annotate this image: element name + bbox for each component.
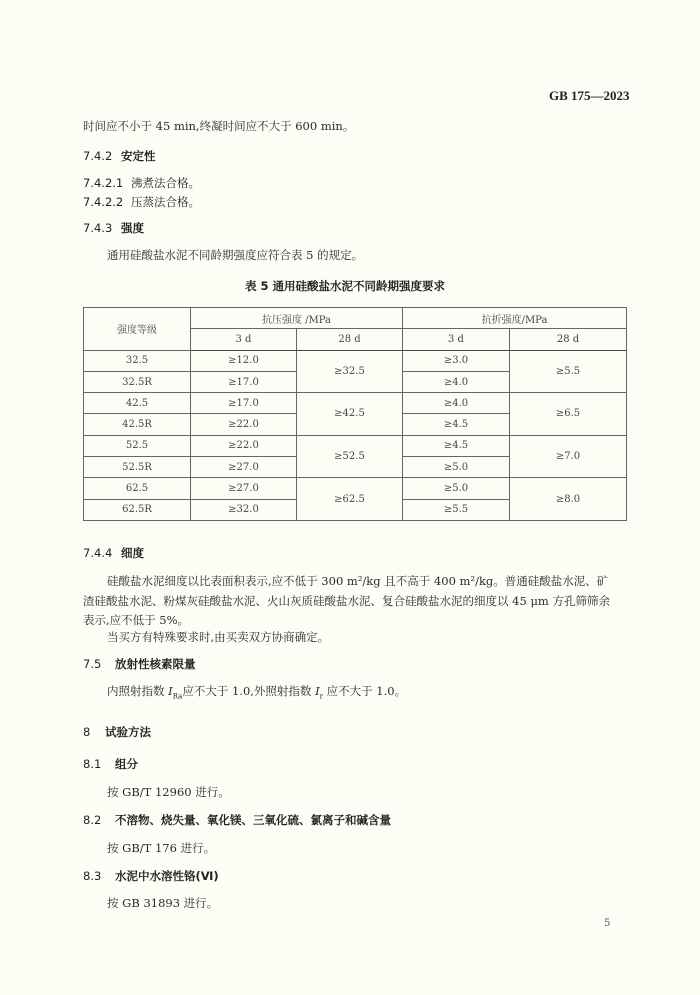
compressive-3d-cell: ≥17.0 bbox=[191, 371, 297, 392]
section-number: 8.2 bbox=[83, 813, 102, 827]
compressive-3d-cell: ≥22.0 bbox=[191, 435, 297, 456]
symbol-i: I bbox=[168, 684, 173, 698]
header-flexural: 抗折强度/MPa bbox=[403, 308, 627, 329]
section-8-1-heading bbox=[83, 757, 138, 771]
fineness-paragraph-2: 当买方有特殊要求时,由买卖双方协商确定。 bbox=[107, 630, 330, 644]
compressive-3d-cell: ≥32.0 bbox=[191, 499, 297, 520]
flexural-3d-cell: ≥4.5 bbox=[403, 435, 510, 456]
grade-cell: 42.5R bbox=[84, 414, 191, 435]
section-number: 8.1 bbox=[83, 757, 102, 771]
section-8-3-heading bbox=[83, 869, 219, 883]
clause-number: 7.4.2.2 bbox=[83, 195, 124, 209]
grade-cell: 32.5 bbox=[84, 350, 191, 371]
clause-text: 压蒸法合格。 bbox=[131, 195, 200, 209]
section-number: 7.4.2 bbox=[83, 149, 113, 163]
compressive-28d-cell: ≥52.5 bbox=[297, 435, 403, 478]
radioactivity-paragraph bbox=[107, 684, 406, 703]
section-number: 7.4.3 bbox=[83, 221, 113, 235]
clause-text: 沸煮法合格。 bbox=[131, 176, 200, 190]
section-title: 放射性核素限量 bbox=[115, 657, 196, 671]
section-title: 强度 bbox=[121, 221, 144, 235]
grade-cell: 52.5 bbox=[84, 435, 191, 456]
section-title: 不溶物、烧失量、氧化镁、三氧化硫、氯离子和碱含量 bbox=[115, 813, 391, 827]
fineness-paragraph-line-1: 硅酸盐水泥细度以比表面积表示,应不低于 300 m²/kg 且不高于 400 m²/kg。普通硅酸盐水泥、矿 bbox=[107, 574, 609, 588]
fineness-paragraph-line-2: 渣硅酸盐水泥、粉煤灰硅酸盐水泥、火山灰质硅酸盐水泥、复合硅酸盐水泥的细度以 45 μm 方孔筛筛余 bbox=[83, 594, 610, 608]
symbol-i: I bbox=[315, 684, 320, 698]
fineness-paragraph-line-3: 表示,应不低于 5%。 bbox=[83, 613, 190, 627]
section-number: 7.4.4 bbox=[83, 546, 113, 560]
header-flexural-28d: 28 d bbox=[510, 329, 627, 350]
compressive-28d-cell: ≥42.5 bbox=[297, 393, 403, 436]
section-7-5-heading bbox=[83, 657, 196, 671]
text-segment: 应不大于 1.0。 bbox=[322, 684, 407, 698]
strength-requirements-table bbox=[83, 307, 627, 521]
section-7-4-2-heading bbox=[83, 149, 156, 163]
compressive-3d-cell: ≥17.0 bbox=[191, 393, 297, 414]
compressive-3d-cell: ≥12.0 bbox=[191, 350, 297, 371]
flexural-3d-cell: ≥5.5 bbox=[403, 499, 510, 520]
header-compressive-3d: 3 d bbox=[191, 329, 297, 350]
text-segment: 应不大于 1.0,外照射指数 bbox=[182, 684, 316, 698]
table-caption: 表 5 通用硅酸盐水泥不同龄期强度要求 bbox=[245, 279, 446, 293]
header-grade: 强度等级 bbox=[84, 308, 191, 351]
subscript-ra: Ra bbox=[172, 692, 183, 701]
section-7-4-3-heading bbox=[83, 221, 144, 235]
section-7-4-3-text: 通用硅酸盐水泥不同龄期强度应符合表 5 的规定。 bbox=[107, 248, 364, 262]
grade-cell: 52.5R bbox=[84, 457, 191, 478]
section-8-heading bbox=[83, 725, 151, 739]
section-number: 7.5 bbox=[83, 657, 102, 671]
table-row bbox=[84, 393, 627, 414]
section-8-2-heading bbox=[83, 813, 391, 827]
flexural-3d-cell: ≥3.0 bbox=[403, 350, 510, 371]
grade-cell: 62.5 bbox=[84, 478, 191, 499]
grade-cell: 42.5 bbox=[84, 393, 191, 414]
section-8-2-text: 按 GB/T 176 进行。 bbox=[107, 841, 216, 855]
section-title: 试验方法 bbox=[105, 725, 151, 739]
compressive-28d-cell: ≥62.5 bbox=[297, 478, 403, 521]
section-number: 8 bbox=[83, 725, 91, 739]
clause-7-4-2-2 bbox=[83, 195, 200, 209]
header-compressive: 抗压强度 /MPa bbox=[191, 308, 403, 329]
compressive-3d-cell: ≥22.0 bbox=[191, 414, 297, 435]
header-flexural-3d: 3 d bbox=[403, 329, 510, 350]
compressive-3d-cell: ≥27.0 bbox=[191, 457, 297, 478]
compressive-3d-cell: ≥27.0 bbox=[191, 478, 297, 499]
section-number: 8.3 bbox=[83, 869, 102, 883]
table-row bbox=[84, 350, 627, 371]
section-7-4-4-heading bbox=[83, 546, 144, 560]
flexural-3d-cell: ≥4.5 bbox=[403, 414, 510, 435]
clause-number: 7.4.2.1 bbox=[83, 176, 124, 190]
section-title: 组分 bbox=[115, 757, 138, 771]
flexural-3d-cell: ≥5.0 bbox=[403, 457, 510, 478]
section-title: 安定性 bbox=[121, 149, 156, 163]
section-8-3-text: 按 GB 31893 进行。 bbox=[107, 896, 219, 910]
page-number: 5 bbox=[604, 918, 611, 929]
table-row bbox=[84, 435, 627, 456]
section-title: 细度 bbox=[121, 546, 144, 560]
flexural-3d-cell: ≥5.0 bbox=[403, 478, 510, 499]
compressive-28d-cell: ≥32.5 bbox=[297, 350, 403, 393]
flexural-28d-cell: ≥6.5 bbox=[510, 393, 627, 436]
flexural-28d-cell: ≥5.5 bbox=[510, 350, 627, 393]
section-8-1-text: 按 GB/T 12960 进行。 bbox=[107, 785, 230, 799]
header-compressive-28d: 28 d bbox=[297, 329, 403, 350]
section-title: 水泥中水溶性铬(Ⅵ) bbox=[115, 869, 219, 883]
flexural-28d-cell: ≥7.0 bbox=[510, 435, 627, 478]
subscript-r: r bbox=[319, 692, 323, 701]
flexural-3d-cell: ≥4.0 bbox=[403, 393, 510, 414]
continued-paragraph: 时间应不小于 45 min,终凝时间应不大于 600 min。 bbox=[83, 119, 355, 133]
grade-cell: 62.5R bbox=[84, 499, 191, 520]
grade-cell: 32.5R bbox=[84, 371, 191, 392]
clause-7-4-2-1 bbox=[83, 176, 200, 190]
text-segment: 内照射指数 bbox=[107, 684, 169, 698]
document-code: GB 175—2023 bbox=[549, 88, 630, 103]
table-row bbox=[84, 478, 627, 499]
flexural-3d-cell: ≥4.0 bbox=[403, 371, 510, 392]
flexural-28d-cell: ≥8.0 bbox=[510, 478, 627, 521]
